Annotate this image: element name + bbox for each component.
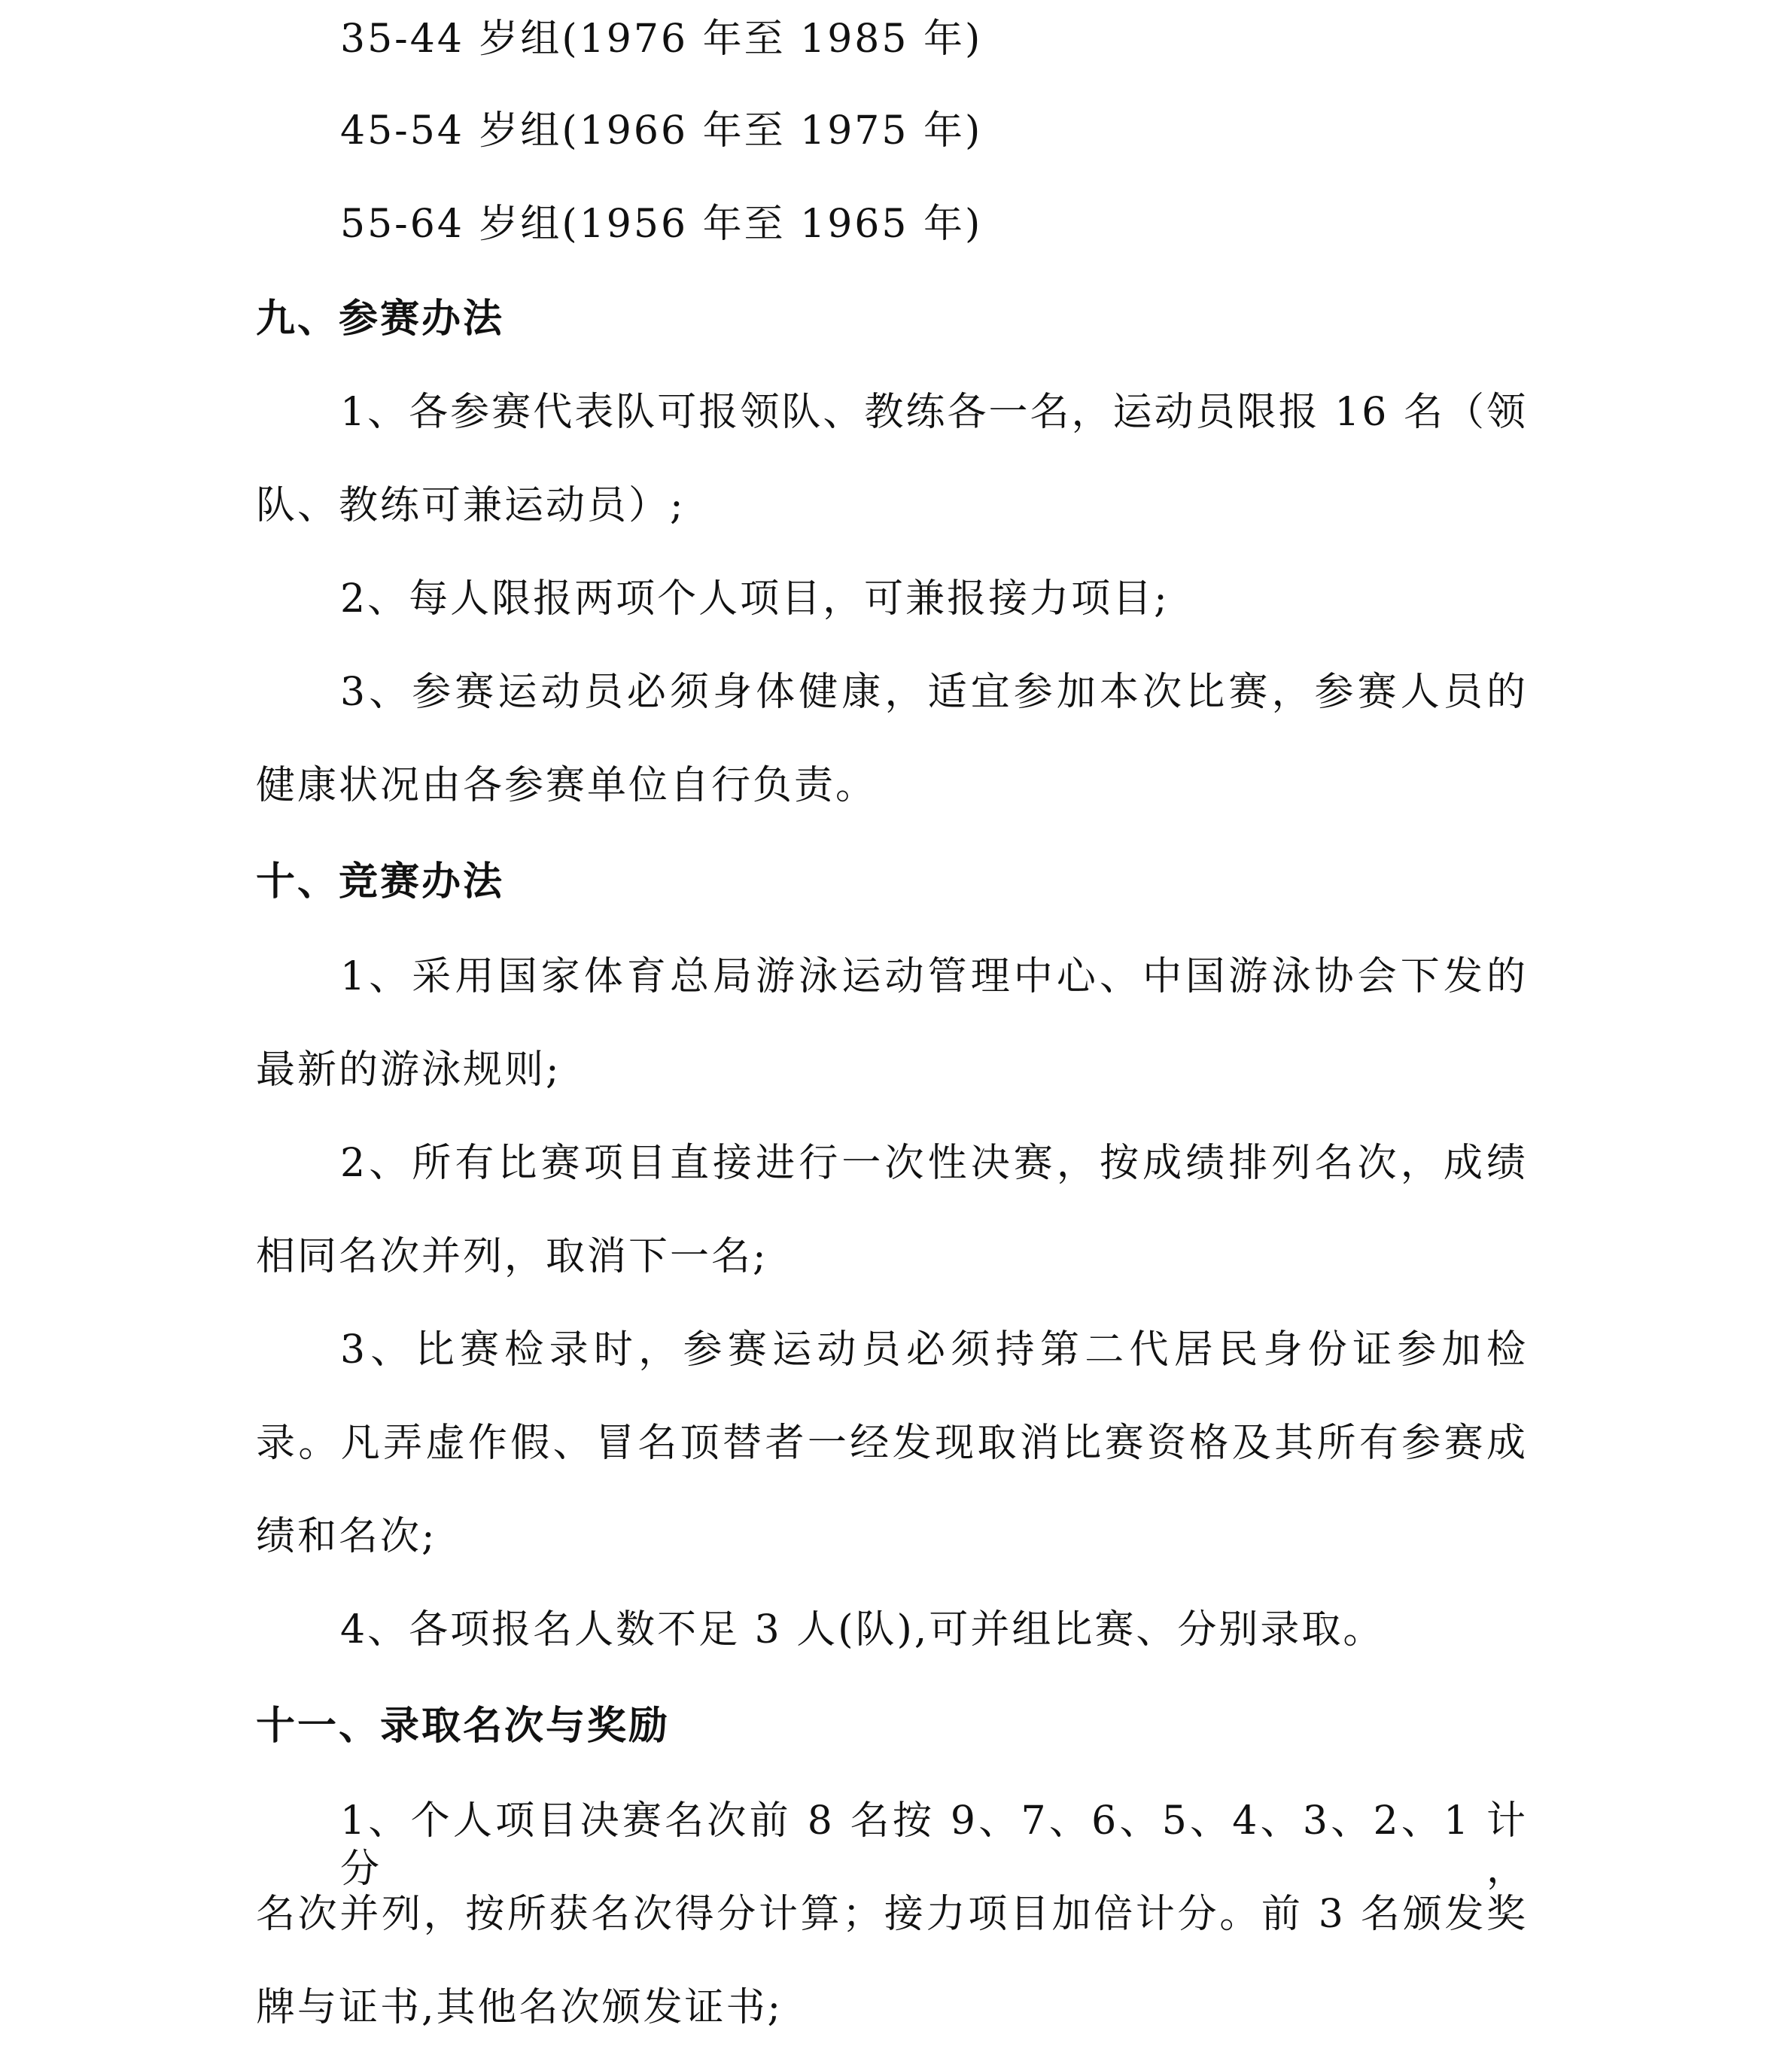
section-10-item-4: 4、各项报名人数不足 3 人(队),可并组比赛、分别录取。 [340,1607,1385,1652]
section-11-heading: 十一、录取名次与奖励 [256,1703,671,1749]
section-10-item-3-line-2: 录。凡弄虚作假、冒名顶替者一经发现取消比赛资格及其所有参赛成 [256,1421,1528,1466]
section-9-item-1-line-1: 1、各参赛代表队可报领队、教练各一名，运动员限报 16 名（领 [340,390,1528,435]
section-10-item-3-line-3: 绩和名次; [256,1514,437,1559]
section-10-item-1-line-2: 最新的游泳规则; [256,1047,561,1093]
section-10-item-2-line-1: 2、所有比赛项目直接进行一次性决赛，按成绩排列名次，成绩 [340,1141,1528,1186]
section-11-item-1-line-1: 1、个人项目决赛名次前 8 名按 9、7、6、5、4、3、2、1 计分， [340,1798,1528,1892]
age-group-35-44: 35-44 岁组(1976 年至 1985 年) [340,17,983,62]
section-9-item-1-line-2: 队、教练可兼运动员）; [256,483,686,528]
section-10-item-1-line-1: 1、采用国家体育总局游泳运动管理中心、中国游泳协会下发的 [340,954,1528,999]
section-9-item-2: 2、每人限报两项个人项目，可兼报接力项目; [340,576,1170,622]
section-11-item-1-line-3: 牌与证书,其他名次颁发证书; [256,1985,783,2030]
section-10-item-2-line-2: 相同名次并列，取消下一名; [256,1234,768,1279]
section-9-item-3-line-2: 健康状况由各参赛单位自行负责。 [256,763,878,808]
section-9-heading: 九、参赛办法 [256,296,505,342]
section-10-heading: 十、竞赛办法 [256,859,505,904]
section-9-item-3-line-1: 3、参赛运动员必须身体健康，适宜参加本次比赛，参赛人员的 [340,670,1528,715]
section-11-item-1-line-2: 名次并列，按所获名次得分计算；接力项目加倍计分。前 3 名颁发奖 [256,1892,1528,1937]
section-10-item-3-line-1: 3、比赛检录时，参赛运动员必须持第二代居民身份证参加检 [340,1327,1528,1373]
age-group-45-54: 45-54 岁组(1966 年至 1975 年) [340,108,983,154]
age-group-55-64: 55-64 岁组(1956 年至 1965 年) [340,202,983,247]
